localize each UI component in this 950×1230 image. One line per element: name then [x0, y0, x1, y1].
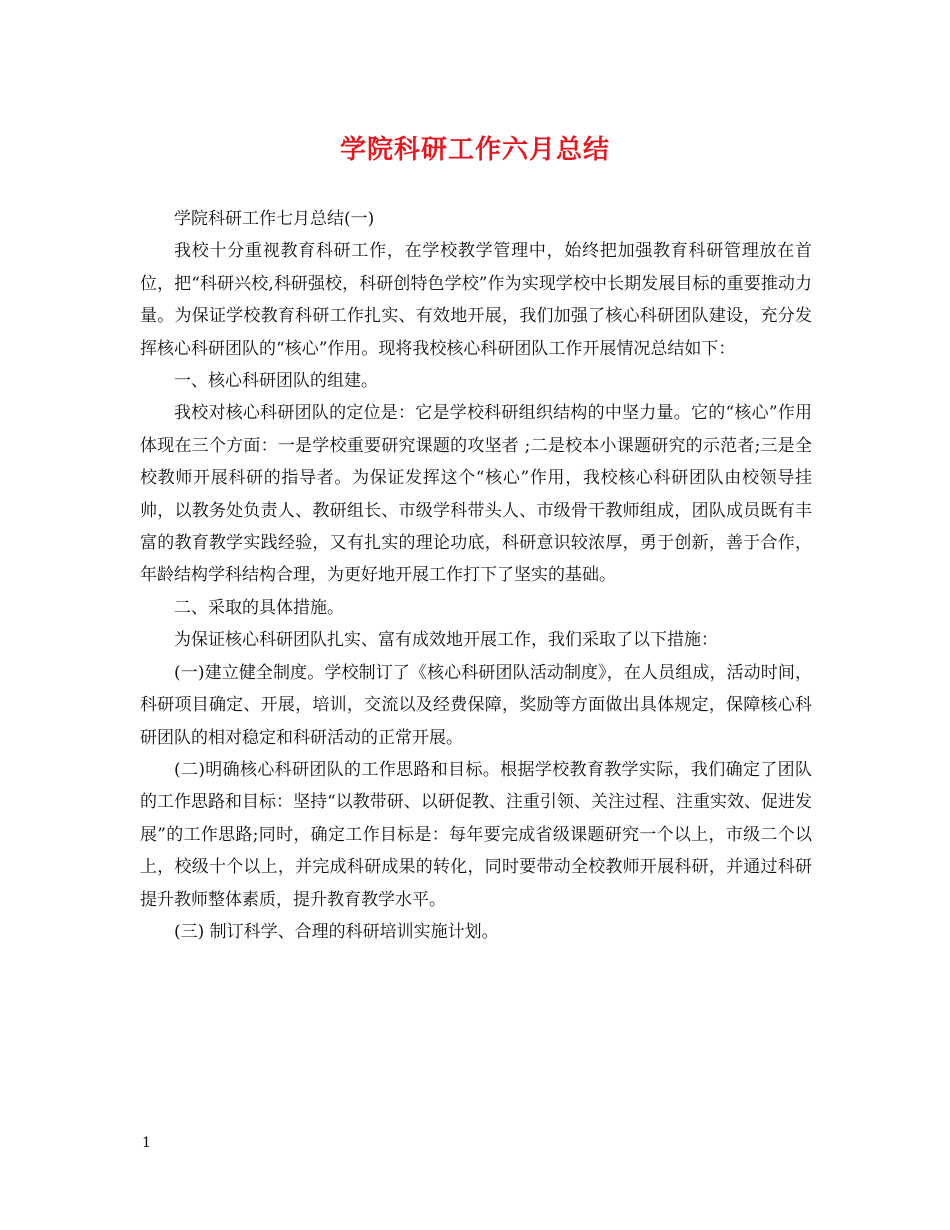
paragraph-measure-2: (二)明确核心科研团队的工作思路和目标。根据学校教育教学实际，我们确定了团队的工作思路和目标：坚持“以教带研、以研促教、注重引领、关注过程、注重实效、促进发展”的工作思路;同时，确定工作目标是：每年要完成省级课题研究一个以上，市级二个以上，校级十个以上，并完成科研成果的转化，同时要带动全校教师开展科研，并通过科研提升教师整体素质，提升教育教学水平。: [140, 759, 812, 910]
paragraph-team-positioning: 我校对核心科研团队的定位是：它是学校科研组织结构的中坚力量。它的“核心”作用体现在三个方面：一是学校重要研究课题的攻坚者 ;二是校本小课题研究的示范者;三是全校教师开展科研的指导者。为保证发挥这个“核心”作用，我校核心科研团队由校领导挂帅，以教务处负责人、教研组长、市级学科带头人、市级骨干教师组成，团队成员既有丰富的教育教学实践经验，又有扎实的理论功底，科研意识较浓厚，勇于创新，善于合作，年龄结构学科结构合理，为更好地开展工作打下了坚实的基础。: [140, 403, 812, 586]
section-heading-2: 二、采取的具体措施。: [174, 597, 344, 618]
page-number: 1: [142, 1135, 151, 1151]
document-title: 学院科研工作六月总结: [339, 135, 610, 165]
paragraph-measure-1: (一)建立健全制度。学校制订了《核心科研团队活动制度》，在人员组成，活动时间，科研项目确定、开展，培训，交流以及经费保障，奖励等方面做出具体规定，保障核心科研团队的相对稳定和科研活动的正常开展。: [140, 662, 812, 748]
paragraph-intro: 我校十分重视教育科研工作，在学校教学管理中，始终把加强教育科研管理放在首位，把“科研兴校,科研强校，科研创特色学校”作为实现学校中长期发展目标的重要推动力量。为保证学校教育科研工作扎实、有效地开展，我们加强了核心科研团队建设，充分发挥核心科研团队的“核心”作用。现将我校核心科研团队工作开展情况总结如下：: [140, 241, 812, 359]
paragraph-subtitle: 学院科研工作七月总结(一): [174, 209, 375, 229]
paragraph-measure-3: (三) 制订科学、合理的科研培训实施计划。: [174, 921, 499, 942]
paragraph-measures-intro: 为保证核心科研团队扎实、富有成效地开展工作，我们采取了以下措施：: [174, 630, 718, 651]
document-body: [140, 203, 812, 948]
section-heading-1: 一、核心科研团队的组建。: [174, 371, 378, 392]
